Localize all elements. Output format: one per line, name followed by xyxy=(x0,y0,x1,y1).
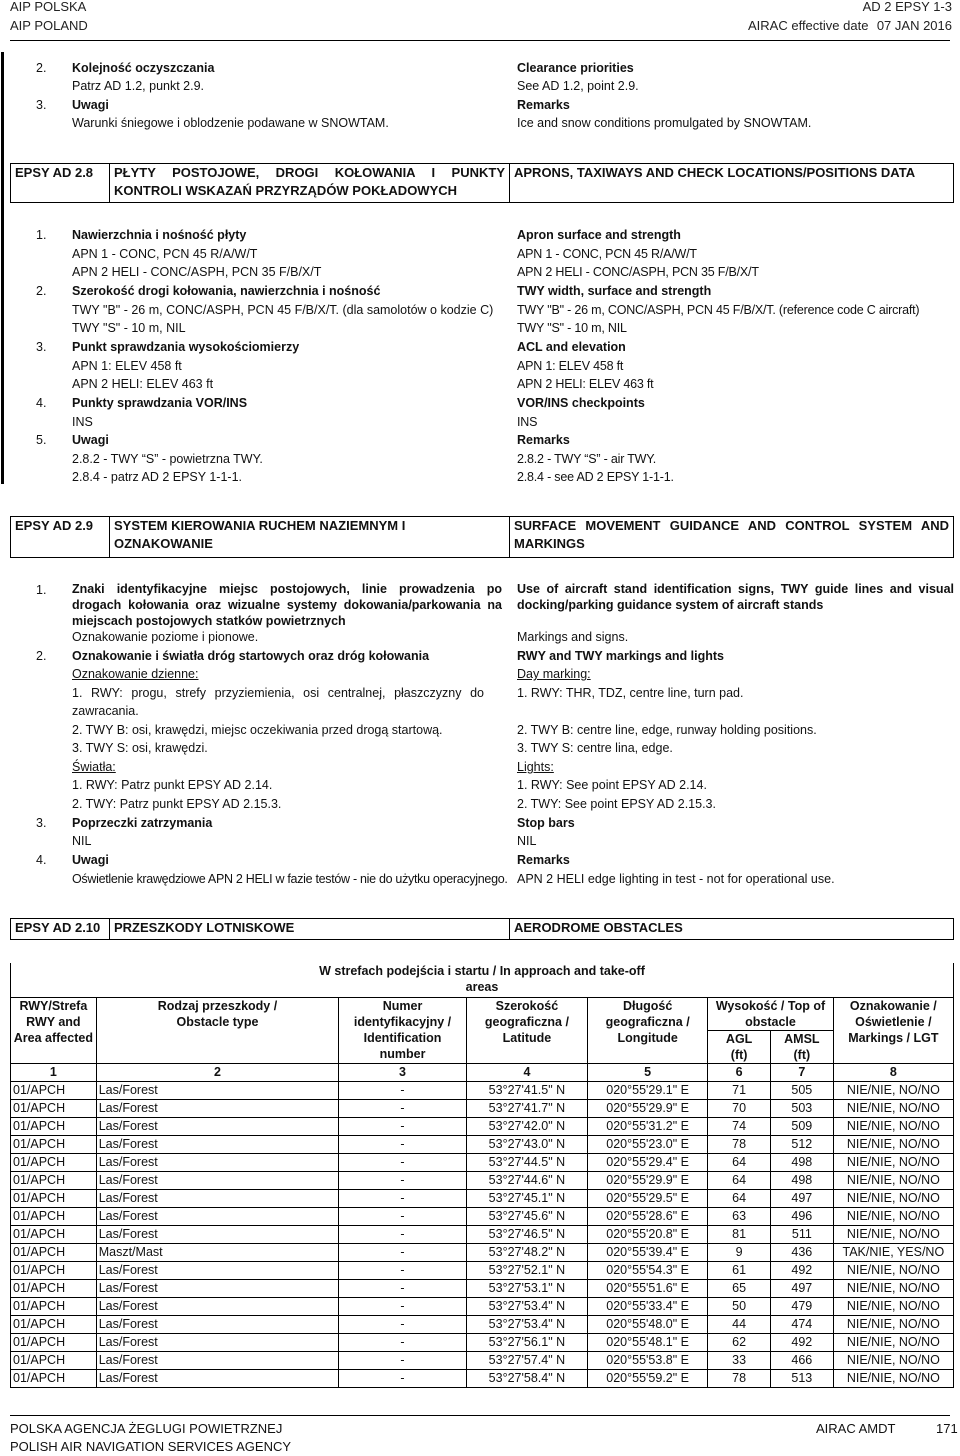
table-cell: 479 xyxy=(770,1298,833,1316)
table-cell: NIE/NIE, NO/NO xyxy=(833,1118,953,1136)
table-cell: 53°27'45.1" N xyxy=(466,1190,587,1208)
item-text-pl: APN 1 - CONC, PCN 45 R/A/W/T xyxy=(72,246,258,261)
table-cell: 70 xyxy=(708,1100,771,1118)
table-cell: 53°27'44.6" N xyxy=(466,1172,587,1190)
item-number: 3. xyxy=(36,816,47,830)
table-row xyxy=(11,1226,954,1244)
table-cell: 01/APCH xyxy=(11,1190,97,1208)
table-cell: - xyxy=(339,1136,467,1154)
table-cell: 020°55'29.1" E xyxy=(588,1082,708,1100)
col-number: 6 xyxy=(708,1064,771,1082)
item-text-en: TWY "B" - 26 m, CONC/ASPH, PCN 45 F/B/X/T. (reference code C aircraft) xyxy=(517,302,920,317)
item-title-pl: Znaki identyfikacyjne miejsc postojowych, linie prowadzenia po drogach kołowania oraz wizualne systemy dokowania/parkowania na miejscach postojowych statków powietrznych xyxy=(72,582,502,628)
item-text-pl: NIL xyxy=(72,834,92,848)
table-cell: - xyxy=(339,1082,467,1100)
section-code: EPSY AD 2.9 xyxy=(10,516,110,558)
item-title-en: Apron surface and strength xyxy=(517,228,681,242)
section-title-en: APRONS, TAXIWAYS AND CHECK LOCATIONS/POSITIONS DATA xyxy=(509,163,954,203)
table-cell: NIE/NIE, NO/NO xyxy=(833,1280,953,1298)
section-title-pl: PŁYTY POSTOJOWE, DROGI KOŁOWANIA I PUNKTY KONTROLI WSKAZAŃ PRZYRZĄDÓW POKŁADOWYCH xyxy=(109,163,510,203)
item-text-pl: 2. TWY B: osi, krawędzi, miejsc oczekiwania przed drogą startową. xyxy=(72,723,443,737)
table-cell: NIE/NIE, NO/NO xyxy=(833,1208,953,1226)
table-cell: 492 xyxy=(770,1262,833,1280)
table-cell: Las/Forest xyxy=(96,1118,339,1136)
table-cell: 496 xyxy=(770,1208,833,1226)
table-row xyxy=(11,1334,954,1352)
item-text-pl: 1. RWY: Patrz punkt EPSY AD 2.14. xyxy=(72,778,273,792)
item-text-en: Markings and signs. xyxy=(517,630,629,644)
table-cell: 01/APCH xyxy=(11,1136,97,1154)
table-cell: - xyxy=(339,1208,467,1226)
item-text-pl: Patrz AD 1.2, punkt 2.9. xyxy=(72,79,205,93)
item-text-en: Day marking: xyxy=(517,667,591,681)
table-cell: 492 xyxy=(770,1334,833,1352)
item-text-en: 2.8.2 - TWY “S” - air TWY. xyxy=(517,451,657,466)
table-cell: 020°55'29.5" E xyxy=(588,1190,708,1208)
table-row xyxy=(11,1208,954,1226)
item-text-pl: 2. TWY: Patrz punkt EPSY AD 2.15.3. xyxy=(72,797,282,811)
item-text-en: See AD 1.2, point 2.9. xyxy=(517,79,639,93)
table-cell: - xyxy=(339,1172,467,1190)
table-cell: 503 xyxy=(770,1100,833,1118)
table-cell: 33 xyxy=(708,1352,771,1370)
table-cell: 53°27'41.7" N xyxy=(466,1100,587,1118)
item-title-pl: Oznakowanie i światła dróg startowych oraz dróg kołowania xyxy=(72,649,430,663)
item-number: 2. xyxy=(36,61,47,75)
table-cell: 64 xyxy=(708,1190,771,1208)
item-text-pl: 2.8.2 - TWY “S” - powietrzna TWY. xyxy=(72,451,263,466)
table-cell: 01/APCH xyxy=(11,1172,97,1190)
table-row xyxy=(11,1082,954,1100)
table-cell: 01/APCH xyxy=(11,1154,97,1172)
item-text-en: TWY "S" - 10 m, NIL xyxy=(517,321,627,335)
header-rule xyxy=(10,40,950,41)
item-number: 4. xyxy=(36,396,47,410)
table-row xyxy=(11,1118,954,1136)
item-title-pl: Punkt sprawdzania wysokościomierzy xyxy=(72,340,300,354)
item-number: 4. xyxy=(36,853,47,867)
col-header-height: Wysokość / Top of obstacle xyxy=(708,998,833,1031)
table-cell: 020°55'51.6" E xyxy=(588,1280,708,1298)
header-airac-label: AIRAC effective date xyxy=(748,18,869,33)
table-cell: NIE/NIE, NO/NO xyxy=(833,1154,953,1172)
table-cell: 44 xyxy=(708,1316,771,1334)
col-number: 3 xyxy=(339,1064,467,1082)
col-header-agl: AGL (ft) xyxy=(708,1031,771,1064)
item-title-pl: Uwagi xyxy=(72,433,109,447)
item-number: 2. xyxy=(36,284,47,298)
item-title-pl: Szerokość drogi kołowania, nawierzchnia i nośność xyxy=(72,284,381,298)
item-text-pl: TWY "B" - 26 m, CONC/ASPH, PCN 45 F/B/X/T. (dla samolotów o kodzie C) xyxy=(72,302,494,317)
table-cell: 020°55'48.0" E xyxy=(588,1316,708,1334)
item-text-pl: Oświetlenie krawędziowe APN 2 HELI w fazie testów - nie do użytku operacyjnego. xyxy=(72,872,508,886)
item-title-pl: Kolejność oczyszczania xyxy=(72,61,215,75)
item-number: 1. xyxy=(36,583,47,597)
table-cell: 01/APCH xyxy=(11,1334,97,1352)
section-code: EPSY AD 2.10 xyxy=(10,918,110,940)
item-text-en: 1. RWY: See point EPSY AD 2.14. xyxy=(517,778,707,792)
item-text-pl: 3. TWY S: osi, krawędzi. xyxy=(72,741,208,755)
item-title-en: Remarks xyxy=(517,98,570,112)
item-text-en: APN 2 HELI: ELEV 463 ft xyxy=(517,377,654,391)
table-cell: - xyxy=(339,1334,467,1352)
table-cell: 498 xyxy=(770,1154,833,1172)
table-cell: - xyxy=(339,1226,467,1244)
footer-agency-pl: POLSKA AGENCJA ŻEGLUGI POWIETRZNEJ xyxy=(10,1421,283,1436)
item-text-pl: APN 1: ELEV 458 ft xyxy=(72,358,182,373)
col-header-type: Rodzaj przeszkody / Obstacle type xyxy=(96,998,339,1064)
table-cell: - xyxy=(339,1352,467,1370)
table-row xyxy=(11,1280,954,1298)
item-text-pl: INS xyxy=(72,414,93,429)
obstacles-rows xyxy=(11,1082,954,1388)
table-cell: - xyxy=(339,1370,467,1388)
table-cell: 53°27'52.1" N xyxy=(466,1262,587,1280)
col-number: 2 xyxy=(96,1064,339,1082)
table-cell: NIE/NIE, NO/NO xyxy=(833,1172,953,1190)
table-cell: Las/Forest xyxy=(96,1226,339,1244)
item-title-en: VOR/INS checkpoints xyxy=(517,396,645,410)
table-cell: 01/APCH xyxy=(11,1082,97,1100)
table-cell: 020°55'28.6" E xyxy=(588,1208,708,1226)
table-cell: NIE/NIE, NO/NO xyxy=(833,1190,953,1208)
footer-amdt-label: AIRAC AMDT xyxy=(816,1421,896,1436)
table-cell: 01/APCH xyxy=(11,1316,97,1334)
table-cell: 53°27'46.5" N xyxy=(466,1226,587,1244)
table-cell: Las/Forest xyxy=(96,1352,339,1370)
table-row xyxy=(11,1298,954,1316)
table-cell: 74 xyxy=(708,1118,771,1136)
item-text-en: Ice and snow conditions promulgated by SNOWTAM. xyxy=(517,116,812,130)
table-cell: 474 xyxy=(770,1316,833,1334)
table-cell: 62 xyxy=(708,1334,771,1352)
table-cell: 511 xyxy=(770,1226,833,1244)
col-header-id: Numer identyfikacyjny / Identification number xyxy=(339,998,467,1064)
item-number: 3. xyxy=(36,340,47,354)
item-text-pl: Warunki śniegowe i oblodzenie podawane w SNOWTAM. xyxy=(72,116,389,130)
table-cell: 497 xyxy=(770,1190,833,1208)
table-cell: NIE/NIE, NO/NO xyxy=(833,1136,953,1154)
table-cell: Las/Forest xyxy=(96,1136,339,1154)
col-number: 8 xyxy=(833,1064,953,1082)
item-number: 3. xyxy=(36,98,47,112)
table-cell: 53°27'48.2" N xyxy=(466,1244,587,1262)
header-aip-poland: AIP POLAND xyxy=(10,18,88,33)
item-text-pl: APN 2 HELI - CONC/ASPH, PCN 35 F/B/X/T xyxy=(72,265,322,279)
item-title-pl: Poprzeczki zatrzymania xyxy=(72,816,213,830)
item-number: 5. xyxy=(36,433,47,447)
footer-agency-en: POLISH AIR NAVIGATION SERVICES AGENCY xyxy=(10,1439,292,1454)
table-cell: 020°55'48.1" E xyxy=(588,1334,708,1352)
table-row xyxy=(11,1136,954,1154)
section-title-pl: PRZESZKODY LOTNISKOWE xyxy=(109,918,510,940)
table-cell: 505 xyxy=(770,1082,833,1100)
table-cell: 466 xyxy=(770,1352,833,1370)
table-cell: NIE/NIE, NO/NO xyxy=(833,1352,953,1370)
header-aip-polska: AIP POLSKA xyxy=(10,0,87,14)
table-cell: Las/Forest xyxy=(96,1334,339,1352)
table-cell: 01/APCH xyxy=(11,1244,97,1262)
table-cell: Maszt/Mast xyxy=(96,1244,339,1262)
table-cell: - xyxy=(339,1316,467,1334)
table-cell: 020°55'39.4" E xyxy=(588,1244,708,1262)
table-cell: NIE/NIE, NO/NO xyxy=(833,1262,953,1280)
item-text-pl: APN 2 HELI: ELEV 463 ft xyxy=(72,377,214,391)
table-cell: 78 xyxy=(708,1136,771,1154)
item-title-en: RWY and TWY markings and lights xyxy=(517,649,724,663)
table-cell: 53°27'42.0" N xyxy=(466,1118,587,1136)
table-row xyxy=(11,1370,954,1388)
table-cell: Las/Forest xyxy=(96,1154,339,1172)
col-header-lon: Długość geograficzna / Longitude xyxy=(588,998,708,1064)
table-cell: Las/Forest xyxy=(96,1208,339,1226)
table-cell: 53°27'57.4" N xyxy=(466,1352,587,1370)
col-header-lat: Szerokość geograficzna / Latitude xyxy=(466,998,587,1064)
item-number: 1. xyxy=(36,228,47,242)
table-cell: 53°27'53.4" N xyxy=(466,1298,587,1316)
item-title-en: ACL and elevation xyxy=(517,340,626,354)
table-cell: 78 xyxy=(708,1370,771,1388)
table-cell: 020°55'29.9" E xyxy=(588,1172,708,1190)
table-cell: 020°55'31.2" E xyxy=(588,1118,708,1136)
table-cell: Las/Forest xyxy=(96,1370,339,1388)
col-header-area: RWY/Strefa RWY and Area affected xyxy=(11,998,97,1064)
item-text-en: 2. TWY B: centre line, edge, runway holding positions. xyxy=(517,723,817,737)
item-text-en: NIL xyxy=(517,834,537,848)
table-row xyxy=(11,1100,954,1118)
item-text-en: APN 2 HELI edge lighting in test - not for operational use. xyxy=(517,872,835,886)
table-row xyxy=(11,1154,954,1172)
item-text-pl: TWY "S" - 10 m, NIL xyxy=(72,321,186,335)
table-row xyxy=(11,1172,954,1190)
item-text-pl: Oznakowanie poziome i pionowe. xyxy=(72,630,259,644)
table-cell: 513 xyxy=(770,1370,833,1388)
item-title-en: TWY width, surface and strength xyxy=(517,284,712,298)
table-cell: 53°27'53.4" N xyxy=(466,1316,587,1334)
table-cell: 53°27'43.0" N xyxy=(466,1136,587,1154)
table-cell: 01/APCH xyxy=(11,1100,97,1118)
item-text-pl: Oznakowanie dzienne: xyxy=(72,667,199,681)
table-cell: 512 xyxy=(770,1136,833,1154)
table-cell: 497 xyxy=(770,1280,833,1298)
table-cell: 64 xyxy=(708,1172,771,1190)
item-text-en: 3. TWY S: centre lina, edge. xyxy=(517,741,673,755)
item-text-en: INS xyxy=(517,414,538,429)
item-text-en: APN 2 HELI - CONC/ASPH, PCN 35 F/B/X/T xyxy=(517,265,759,279)
table-cell: - xyxy=(339,1262,467,1280)
col-number: 1 xyxy=(11,1064,97,1082)
table-cell: 53°27'53.1" N xyxy=(466,1280,587,1298)
col-header-markings: Oznakowanie / Oświetlenie / Markings / LGT xyxy=(833,998,953,1064)
table-cell: 71 xyxy=(708,1082,771,1100)
table-cell: NIE/NIE, NO/NO xyxy=(833,1226,953,1244)
item-text-en: APN 1 - CONC, PCN 45 R/A/W/T xyxy=(517,246,697,261)
section-title-en: AERODROME OBSTACLES xyxy=(509,918,954,940)
table-cell: NIE/NIE, NO/NO xyxy=(833,1298,953,1316)
table-row xyxy=(11,1316,954,1334)
col-number: 7 xyxy=(770,1064,833,1082)
table-cell: NIE/NIE, NO/NO xyxy=(833,1100,953,1118)
item-title-pl: Nawierzchnia i nośność płyty xyxy=(72,228,247,242)
item-title-pl: Uwagi xyxy=(72,98,109,112)
item-text-en: 1. RWY: THR, TDZ, centre line, turn pad. xyxy=(517,686,744,700)
table-cell: TAK/NIE, YES/NO xyxy=(833,1244,953,1262)
table-cell: Las/Forest xyxy=(96,1280,339,1298)
table-cell: 498 xyxy=(770,1172,833,1190)
table-cell: - xyxy=(339,1244,467,1262)
table-cell: 63 xyxy=(708,1208,771,1226)
col-number: 4 xyxy=(466,1064,587,1082)
col-number: 5 xyxy=(588,1064,708,1082)
table-cell: 020°55'23.0" E xyxy=(588,1136,708,1154)
table-row xyxy=(11,1262,954,1280)
table-cell: 01/APCH xyxy=(11,1208,97,1226)
table-cell: 020°55'33.4" E xyxy=(588,1298,708,1316)
table-cell: - xyxy=(339,1298,467,1316)
item-text-en: Lights: xyxy=(517,760,554,774)
table-cell: 53°27'58.4" N xyxy=(466,1370,587,1388)
item-text-en: 2. TWY: See point EPSY AD 2.15.3. xyxy=(517,797,716,811)
table-cell: 61 xyxy=(708,1262,771,1280)
obstacles-group-header: W strefach podejścia i startu / In approach and take-off areas xyxy=(11,963,954,998)
table-cell: 01/APCH xyxy=(11,1370,97,1388)
item-title-en: Stop bars xyxy=(517,816,575,830)
table-cell: - xyxy=(339,1190,467,1208)
table-cell: 436 xyxy=(770,1244,833,1262)
item-title-en: Use of aircraft stand identification signs, TWY guide lines and visual docking/parking guidance system of aircraft stands xyxy=(517,582,954,612)
table-cell: 020°55'29.4" E xyxy=(588,1154,708,1172)
item-title-pl: Uwagi xyxy=(72,853,109,867)
table-cell: 53°27'56.1" N xyxy=(466,1334,587,1352)
table-cell: NIE/NIE, NO/NO xyxy=(833,1316,953,1334)
table-cell: 01/APCH xyxy=(11,1226,97,1244)
table-cell: 9 xyxy=(708,1244,771,1262)
table-cell: 020°55'54.3" E xyxy=(588,1262,708,1280)
section-title-en: SURFACE MOVEMENT GUIDANCE AND CONTROL SYSTEM AND MARKINGS xyxy=(509,516,954,558)
table-cell: 01/APCH xyxy=(11,1352,97,1370)
table-cell: - xyxy=(339,1280,467,1298)
table-cell: 01/APCH xyxy=(11,1118,97,1136)
item-text-en: APN 1: ELEV 458 ft xyxy=(517,358,624,373)
header-page-id: AD 2 EPSY 1-3 xyxy=(862,0,952,14)
item-title-en: Remarks xyxy=(517,433,570,447)
item-title-pl: Punkty sprawdzania VOR/INS xyxy=(72,396,248,410)
table-cell: 53°27'45.6" N xyxy=(466,1208,587,1226)
table-cell: Las/Forest xyxy=(96,1262,339,1280)
section-title-pl: SYSTEM KIEROWANIA RUCHEM NAZIEMNYM I OZNAKOWANIE xyxy=(109,516,510,558)
item-text-pl: Światła: xyxy=(72,760,116,774)
table-row xyxy=(11,1190,954,1208)
table-cell: NIE/NIE, NO/NO xyxy=(833,1334,953,1352)
table-cell: - xyxy=(339,1118,467,1136)
item-text-en: 2.8.4 - see AD 2 EPSY 1-1-1. xyxy=(517,470,674,484)
table-cell: 01/APCH xyxy=(11,1298,97,1316)
table-cell: - xyxy=(339,1154,467,1172)
table-cell: Las/Forest xyxy=(96,1190,339,1208)
table-cell: 020°55'53.8" E xyxy=(588,1352,708,1370)
header-airac-date: 07 JAN 2016 xyxy=(876,18,952,33)
table-cell: 64 xyxy=(708,1154,771,1172)
obstacles-table xyxy=(10,963,954,1388)
table-cell: 01/APCH xyxy=(11,1262,97,1280)
table-cell: NIE/NIE, NO/NO xyxy=(833,1370,953,1388)
table-row xyxy=(11,1352,954,1370)
item-text-pl: 1. RWY: progu, strefy przyziemienia, osi centralnej, płaszczyzny do zawracania. xyxy=(72,686,484,718)
table-cell: 020°55'20.8" E xyxy=(588,1226,708,1244)
table-cell: 65 xyxy=(708,1280,771,1298)
table-cell: 53°27'41.5" N xyxy=(466,1082,587,1100)
col-header-amsl: AMSL (ft) xyxy=(770,1031,833,1064)
footer-amdt-number: 171 xyxy=(936,1421,958,1436)
table-cell: 01/APCH xyxy=(11,1280,97,1298)
table-cell: 509 xyxy=(770,1118,833,1136)
change-bar xyxy=(1,52,4,484)
table-cell: 81 xyxy=(708,1226,771,1244)
section-code: EPSY AD 2.8 xyxy=(10,163,110,203)
item-text-pl: 2.8.4 - patrz AD 2 EPSY 1-1-1. xyxy=(72,470,242,484)
table-cell: 020°55'59.2" E xyxy=(588,1370,708,1388)
table-cell: Las/Forest xyxy=(96,1298,339,1316)
table-cell: 53°27'44.5" N xyxy=(466,1154,587,1172)
table-cell: - xyxy=(339,1100,467,1118)
item-title-en: Remarks xyxy=(517,853,570,867)
table-cell: Las/Forest xyxy=(96,1316,339,1334)
table-cell: Las/Forest xyxy=(96,1172,339,1190)
footer-rule xyxy=(10,1415,950,1416)
table-cell: 020°55'29.9" E xyxy=(588,1100,708,1118)
table-cell: Las/Forest xyxy=(96,1100,339,1118)
table-cell: Las/Forest xyxy=(96,1082,339,1100)
table-cell: NIE/NIE, NO/NO xyxy=(833,1082,953,1100)
table-row xyxy=(11,1244,954,1262)
item-number: 2. xyxy=(36,649,47,663)
item-title-en: Clearance priorities xyxy=(517,61,634,75)
table-cell: 50 xyxy=(708,1298,771,1316)
